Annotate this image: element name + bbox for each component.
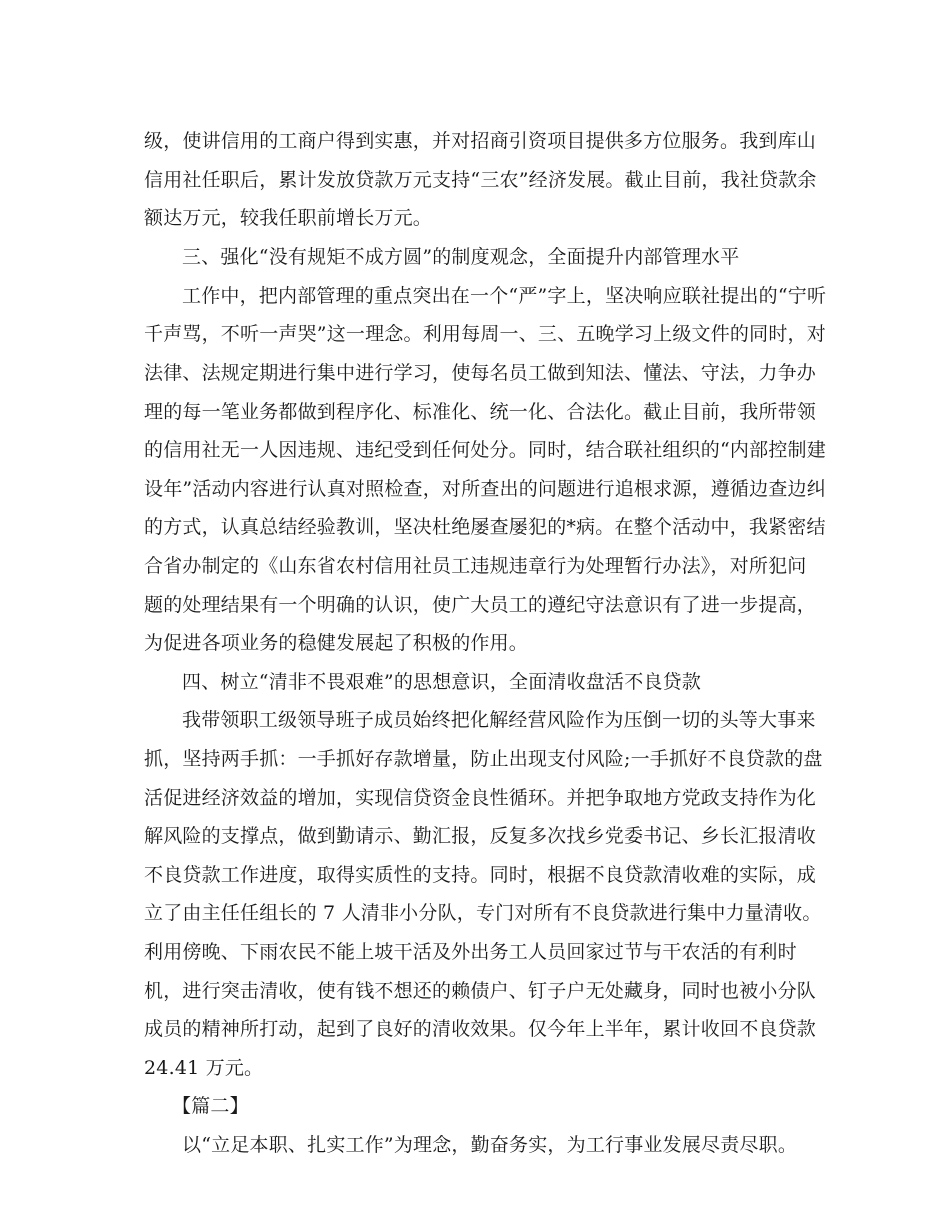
text-line: 合省办制定的《山东省农村信用社员工违规违章行为处理暂行办法》，对所犯问 xyxy=(144,555,807,577)
text-line: 级，使讲信用的工商户得到实惠，并对招商引资项目提供多方位服务。我到库山 xyxy=(144,130,817,152)
text-line: 的方式，认真总结经验教训，坚决杜绝屡查屡犯的*病。在整个活动中，我紧密结 xyxy=(144,516,826,538)
text-line: 立了由主任任组长的 7 人清非小分队，专门对所有不良贷款进行集中力量清收。 xyxy=(144,902,822,924)
text-line: 信用社任职后，累计发放贷款万元支持“三农”经济发展。截止目前，我社贷款余 xyxy=(144,169,817,191)
text-line: 工作中，把内部管理的重点突出在一个“严”字上，坚决响应联社提出的“宁听 xyxy=(182,285,827,307)
text-line: 不良贷款工作进度，取得实质性的支持。同时，根据不良贷款清收难的实际，成 xyxy=(144,864,817,886)
text-line: 额达万元，较我任职前增长万元。 xyxy=(144,207,433,229)
section-heading: 四、树立“清非不畏艰难”的思想意识，全面清收盘活不良贷款 xyxy=(182,671,702,693)
text-line: 法律、法规定期进行集中进行学习，使每名员工做到知法、懂法、守法，力争办 xyxy=(144,362,817,384)
text-line: 24.41 万元。 xyxy=(144,1057,264,1079)
text-line: 抓，坚持两手抓：一手抓好存款增量，防止出现支付风险;一手抓好不良贷款的盘 xyxy=(144,748,823,770)
text-line: 我带领职工级领导班子成员始终把化解经营风险作为压倒一切的头等大事来 xyxy=(182,709,816,731)
text-line: 活促进经济效益的增加，实现信贷资金良性循环。并把争取地方党政支持作为化 xyxy=(144,787,817,809)
text-line: 机，进行突击清收，使有钱不想还的赖债户、钉子户无处藏身，同时也被小分队 xyxy=(144,980,817,1002)
text-line: 解风险的支撑点，做到勤请示、勤汇报，反复多次找乡党委书记、乡长汇报清收 xyxy=(144,825,817,847)
section-heading: 三、强化“没有规矩不成方圆”的制度观念，全面提升内部管理水平 xyxy=(182,246,740,268)
text-line: 设年”活动内容进行认真对照检查，对所查出的问题进行追根求源，遵循边查边纠 xyxy=(144,478,826,500)
text-line: 为促进各项业务的稳健发展起了积极的作用。 xyxy=(144,632,529,654)
text-line: 理的每一笔业务都做到程序化、标准化、统一化、合法化。截止目前，我所带领 xyxy=(144,401,817,423)
text-line: 成员的精神所打动，起到了良好的清收效果。仅今年上半年，累计收回不良贷款 xyxy=(144,1018,817,1040)
text-line: 题的处理结果有一个明确的认识，使广大员工的遵纪守法意识有了进一步提高， xyxy=(144,594,817,616)
text-line: 千声骂，不听一声哭”这一理念。利用每周一、三、五晚学习上级文件的同时，对 xyxy=(144,323,826,345)
text-line: 以“立足本职、扎实工作”为理念，勤奋务实，为工行事业发展尽责尽职。 xyxy=(182,1134,798,1156)
text-line: 利用傍晚、下雨农民不能上坡干活及外出务工人员回家过节与干农活的有利时 xyxy=(144,941,797,963)
text-line: 的信用社无一人因违规、违纪受到任何处分。同时，结合联社组织的“内部控制建 xyxy=(144,439,826,461)
part-marker: 【篇二】 xyxy=(172,1095,249,1117)
